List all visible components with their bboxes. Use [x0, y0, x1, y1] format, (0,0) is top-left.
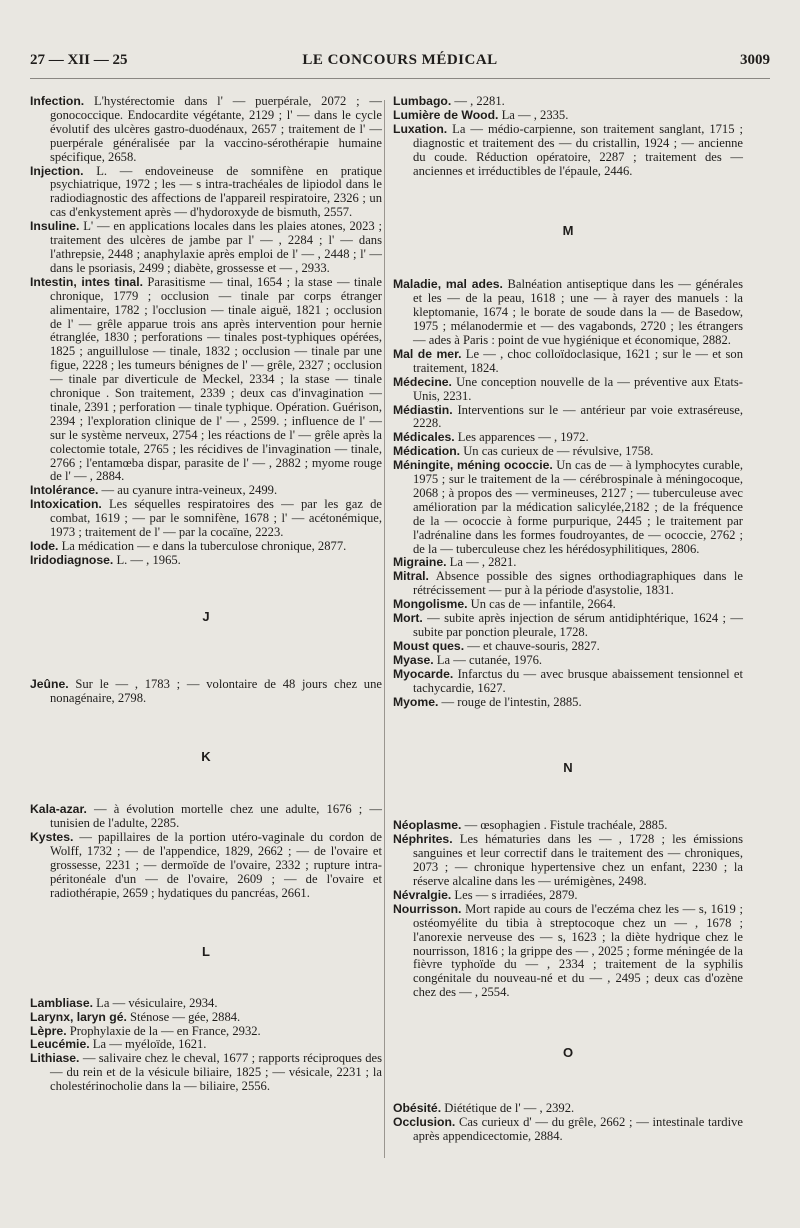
- entry-headword: Iridodiagnose.: [30, 552, 114, 567]
- entry-text: Les — s irradiées, 2879.: [451, 887, 578, 902]
- entry-headword: Intolérance.: [30, 483, 99, 498]
- entry-text: La — myéloïde, 1621.: [89, 1037, 207, 1052]
- index-entry: [393, 95, 743, 109]
- index-entry: [30, 95, 382, 165]
- index-entry: [30, 831, 382, 901]
- index-entry: [393, 348, 743, 376]
- entry-headword: Moust ques.: [393, 638, 465, 653]
- entry-headword: Lambliase.: [30, 995, 93, 1010]
- header-rule: [30, 78, 770, 79]
- entry-headword: Luxation.: [393, 121, 448, 136]
- entry-text: Les séquelles respiratoires des — par les gaz de combat, 1619 ; — par le somnifène, 1678 ; l' — acétonémique, 1973 ; traitement de l' — par la cocaïne, 2223.: [50, 497, 382, 540]
- section-letter: N: [563, 760, 573, 776]
- entry-headword: Lumière de Wood.: [393, 107, 499, 122]
- entry-headword: Lumbago.: [393, 94, 452, 108]
- entry-headword: Myocarde.: [393, 666, 454, 681]
- index-entry: [30, 678, 382, 706]
- index-column-left: [30, 95, 382, 1094]
- entry-headword: Médicales.: [393, 430, 455, 445]
- entry-headword: Insuline.: [30, 219, 80, 234]
- entry-headword: Injection.: [30, 163, 84, 178]
- index-entry: [30, 1038, 382, 1052]
- entry-text: — au cyanure intra-veineux, 2499.: [98, 483, 278, 498]
- entry-text: Le — , choc colloïdoclasique, 1621 ; sur le — et son traitement, 1824.: [413, 346, 743, 375]
- entry-headword: Médiastin.: [393, 402, 453, 417]
- entry-headword: Maladie, mal ades.: [393, 277, 503, 292]
- entry-text: Interventions sur le — antérieur par voie extraséreuse, 2228.: [413, 402, 743, 431]
- entry-text: Sténose — gée, 2884.: [126, 1009, 241, 1024]
- index-entry: [30, 1011, 382, 1025]
- index-entry: [393, 903, 743, 1000]
- entry-headword: Kystes.: [30, 830, 74, 845]
- entry-text: — à évolution mortelle chez une adulte, 1676 ; — tunisien de l'adulte, 2285.: [50, 802, 382, 831]
- index-entry: [393, 109, 743, 123]
- entry-headword: Mongolisme.: [393, 597, 468, 612]
- entry-text: Une conception nouvelle de la — préventive aux Etats-Unis, 2231.: [413, 374, 743, 403]
- page-header: [30, 52, 770, 72]
- entry-headword: Obésité.: [393, 1101, 442, 1116]
- index-entry: [30, 540, 382, 554]
- entry-text: Mort rapide au cours de l'eczéma chez les — s, 1619 ; ostéomyélite du tibia à streptocoque chez un — , 1678 ; l'anorexie nerveuse des — s, 1623 ; la diète hydrique chez le nourrisson, 1816 ; la grippe des — , 2025 ; forme méningée de la fièvre typhoïde du — , 2334 ; traitement de la syphilis congénitale du nouveau-né et du — , 2495 ; deux cas d'ozène chez des — , 2554.: [413, 901, 743, 1000]
- entry-headword: Myase.: [393, 652, 434, 667]
- section-letter: J: [202, 608, 210, 624]
- entry-headword: Intoxication.: [30, 497, 102, 512]
- entry-headword: Médecine.: [393, 374, 452, 389]
- index-entry: [393, 431, 743, 445]
- index-entry: [393, 833, 743, 889]
- entry-headword: Névralgie.: [393, 887, 452, 902]
- index-entry: [393, 123, 743, 179]
- entry-headword: Occlusion.: [393, 1114, 456, 1129]
- index-entry: [393, 404, 743, 432]
- entry-headword: Méningite, méning ococcie.: [393, 458, 553, 473]
- entry-headword: Néphrites.: [393, 832, 453, 847]
- entry-text: — œsophagien . Fistule trachéale, 2885.: [461, 818, 668, 833]
- index-entry: [393, 819, 743, 833]
- entry-text: L'hystérectomie dans l' — puerpérale, 2072 ; — gonococcique. Endocardite végétante, 2129 ; l' — dans le cycle évolutif des ulcères gastro-duodénaux, 2657 ; traitement de l' — puerpérale généralisée par la vaccino-sérothérapie humaine spécifique, 2658.: [50, 94, 382, 164]
- entry-headword: Infection.: [30, 94, 85, 108]
- index-entry: [30, 1052, 382, 1094]
- index-entry: [393, 889, 743, 903]
- entry-text: La — , 2821.: [446, 555, 517, 570]
- entry-text: Sur le — , 1783 ; — volontaire de 48 jours chez une nonagénaire, 2798.: [50, 676, 382, 705]
- entry-text: Un cas de — à lymphocytes curable, 1975 ; sur le traitement de la — cérébrospinale à méningocoque, 2068 ; à propos des — vermineuses, 2127 ; — tuberculeuse avec amélioration par la médication salicylée,2182 ; de la fréquence de la — ococcie à forme purpurique, 2445 ; le traitement par l'adrénaline dans les formes foudroyantes, de — ococcie, 2762 ; de la — tuberculeuse chez les hérédosyphilitiques, 2806.: [413, 458, 743, 556]
- journal-title: LE CONCOURS MÉDICAL: [302, 52, 498, 68]
- entry-text: Parasitisme — tinal, 1654 ; la stase — tinale chronique, 1779 ; occlusion — tinale par corps étranger alimentaire, 1782 ; l'occlusion — tinale aiguë, 1821 ; occlusion de l' — grêle apparue trois ans après intervention pour hernie étranglée, 1830 ; perforations — tinales post-typhiques opérées, 1825 ; anguillulose — tinale, 1832 ; occlusion — tinale par une figue, 2228 ; les tumeurs bénignes de l' — grêle, 2327 ; occlusion — tinale par diverticule de Meckel, 2334 ; la stase — tinale chronique . Son traitement, 2339 ; deux cas d'invagination — tinale, 2391 ; perforation — tinale typhique. Opération. Guérison, 2394 ; l'exploration clinique de l' — , 2599. ; influence de l' — sur le système nerveux, 2754 ; les réactions de l' — grêle après la colectomie totale, 2765 ; les récidives de l'invagination — tinale, 2766 ; l'entamœba dispar, parasite de l' — , 2882 ; myome rouge de l' — , 2884.: [50, 274, 382, 484]
- index-entry: [393, 556, 743, 570]
- index-entry: [30, 165, 382, 221]
- entry-text: Les apparences — , 1972.: [454, 430, 589, 445]
- entry-headword: Mort.: [393, 611, 423, 626]
- entry-text: Infarctus du — avec brusque abaissement tensionnel et tachycardie, 1627.: [413, 666, 743, 695]
- section-letter: O: [562, 1045, 574, 1061]
- entry-text: La médication — e dans la tuberculose chronique, 2877.: [58, 539, 347, 553]
- entry-text: Diététique de l' — , 2392.: [441, 1101, 575, 1116]
- entry-headword: Jeûne.: [30, 676, 69, 691]
- entry-headword: Médication.: [393, 444, 461, 459]
- section-letter: K: [201, 748, 211, 764]
- column-divider: [384, 100, 385, 1158]
- entry-text: Les hématuries dans les — , 1728 ; les émissions sanguines et leur correctif dans le traitement des — chroniques, 2073 ; — chronique hypertensive chez un enfant, 2230 ; la réserve alcaline dans les — urémigènes, 2498.: [413, 832, 743, 888]
- index-entry: [30, 484, 382, 498]
- index-entry: [30, 997, 382, 1011]
- index-entry: [393, 598, 743, 612]
- entry-text: Un cas de — infantile, 2664.: [467, 597, 616, 612]
- index-entry: [393, 376, 743, 404]
- entry-headword: Myome.: [393, 694, 439, 709]
- entry-headword: Lèpre.: [30, 1023, 67, 1038]
- entry-text: L. — endoveineuse de somnifène en pratique psychiatrique, 1972 ; les — s intra-trachéales de lipiodol dans le radiodiagnostic des affections de l'appareil respiratoire, 2326 ; un cas d'enkystement après — d'hydoroxyde de bismuth, 2557.: [50, 163, 382, 220]
- index-entry: [30, 276, 382, 485]
- entry-headword: Migraine.: [393, 555, 447, 570]
- issue-date: 27 — XII — 25: [30, 52, 128, 68]
- index-entry: [393, 654, 743, 668]
- index-entry: [393, 696, 743, 710]
- entry-headword: Néoplasme.: [393, 818, 462, 833]
- entry-text: Un cas curieux de — révulsive, 1758.: [460, 444, 654, 459]
- entry-text: La — , 2335.: [498, 107, 569, 122]
- index-entry: [393, 612, 743, 640]
- entry-headword: Kala-azar.: [30, 802, 87, 817]
- entry-text: Prophylaxie de la — en France, 2932.: [66, 1023, 261, 1038]
- entry-text: Cas curieux d' — du grêle, 2662 ; — intestinale tardive après appendicectomie, 2884.: [413, 1114, 743, 1143]
- entry-text: — salivaire chez le cheval, 1677 ; rapports réciproques des — du rein et de la vésicule biliaire, 1825 ; — vésicale, 2231 ; la cholestérinocholie dans la — biliaire, 2556.: [50, 1051, 382, 1094]
- index-entry: [30, 803, 382, 831]
- page-number: 3009: [740, 52, 770, 68]
- index-entry: [393, 1102, 743, 1116]
- entry-headword: Leucémie.: [30, 1037, 90, 1052]
- index-entry: [393, 445, 743, 459]
- entry-headword: Intestin, intes tinal.: [30, 274, 143, 289]
- entry-text: — et chauve-souris, 2827.: [464, 638, 600, 653]
- index-entry: [393, 459, 743, 556]
- index-entry: [30, 554, 382, 568]
- entry-headword: Iode.: [30, 539, 59, 553]
- section-letter: L: [202, 943, 210, 959]
- index-entry: [393, 1116, 743, 1144]
- entry-headword: Nourrisson.: [393, 901, 462, 916]
- entry-text: — papillaires de la portion utéro-vaginale du cordon de Wolff, 1732 ; — de l'appendice, 1829, 2662 ; — de l'ovaire et grossesse, 2231 ; — dermoïde de l'ovaire, 2332 ; rupture intra-péritonéale d'un — de l'ovaire, 2609 ; — de l'ovaire et radiothérapie, 2659 ; hydatiques du pancréas, 2661.: [50, 830, 382, 900]
- entry-text: La — médio-carpienne, son traitement sanglant, 1715 ; diagnostic et traitement des — du cristallin, 1924 ; — ancienne du coude. Réduction opératoire, 2287 ; traitement des — anciennes et irréductibles de l'épaule, 2446.: [413, 121, 743, 178]
- index-entry: [30, 220, 382, 276]
- entry-headword: Mitral.: [393, 569, 429, 584]
- index-entry: [30, 498, 382, 540]
- entry-text: Balnéation antiseptique dans les — générales et les — de la peau, 1618 ; une — à rayer des manuels : la kleptomanie, 1674 ; le borate de soude dans la — de Basedow, 1975 ; mélanodermie et — des vagabonds, 2720 ; les étrangers — ades à Paris : point de vue hygiénique et économique, 2882.: [413, 277, 744, 347]
- entry-headword: Mal de mer.: [393, 346, 462, 361]
- entry-text: L. — , 1965.: [113, 552, 181, 567]
- index-entry: [393, 278, 743, 348]
- entry-text: Absence possible des signes orthodiagraphiques dans le rétrécissement — pur à la période d'asystolie, 1831.: [413, 569, 743, 598]
- index-entry: [393, 668, 743, 696]
- entry-text: L' — en applications locales dans les plaies atones, 2023 ; traitement des ulcères de jambe par l' — , 2284 ; l' — dans l'athrepsie, 2448 ; anaphylaxie après emploi de l' — , 2448 ; l' — dans le psoriasis, 2499 ; diabète, grossesse et — , 2933.: [50, 219, 382, 275]
- index-entry: [393, 570, 743, 598]
- entry-text: La — vésiculaire, 2934.: [93, 995, 218, 1010]
- entry-text: La — cutanée, 1976.: [433, 652, 543, 667]
- index-entry: [393, 640, 743, 654]
- section-letter: M: [562, 223, 574, 239]
- entry-headword: Larynx, laryn gé.: [30, 1009, 127, 1024]
- entry-text: — subite après injection de sérum antidiphtérique, 1624 ; — subite par ponction pleurale, 1728.: [413, 611, 743, 639]
- entry-text: — , 2281.: [451, 94, 505, 108]
- entry-text: — rouge de l'intestin, 2885.: [438, 694, 582, 709]
- index-column-right: [393, 95, 743, 1144]
- entry-headword: Lithiase.: [30, 1051, 80, 1066]
- index-entry: [30, 1025, 382, 1039]
